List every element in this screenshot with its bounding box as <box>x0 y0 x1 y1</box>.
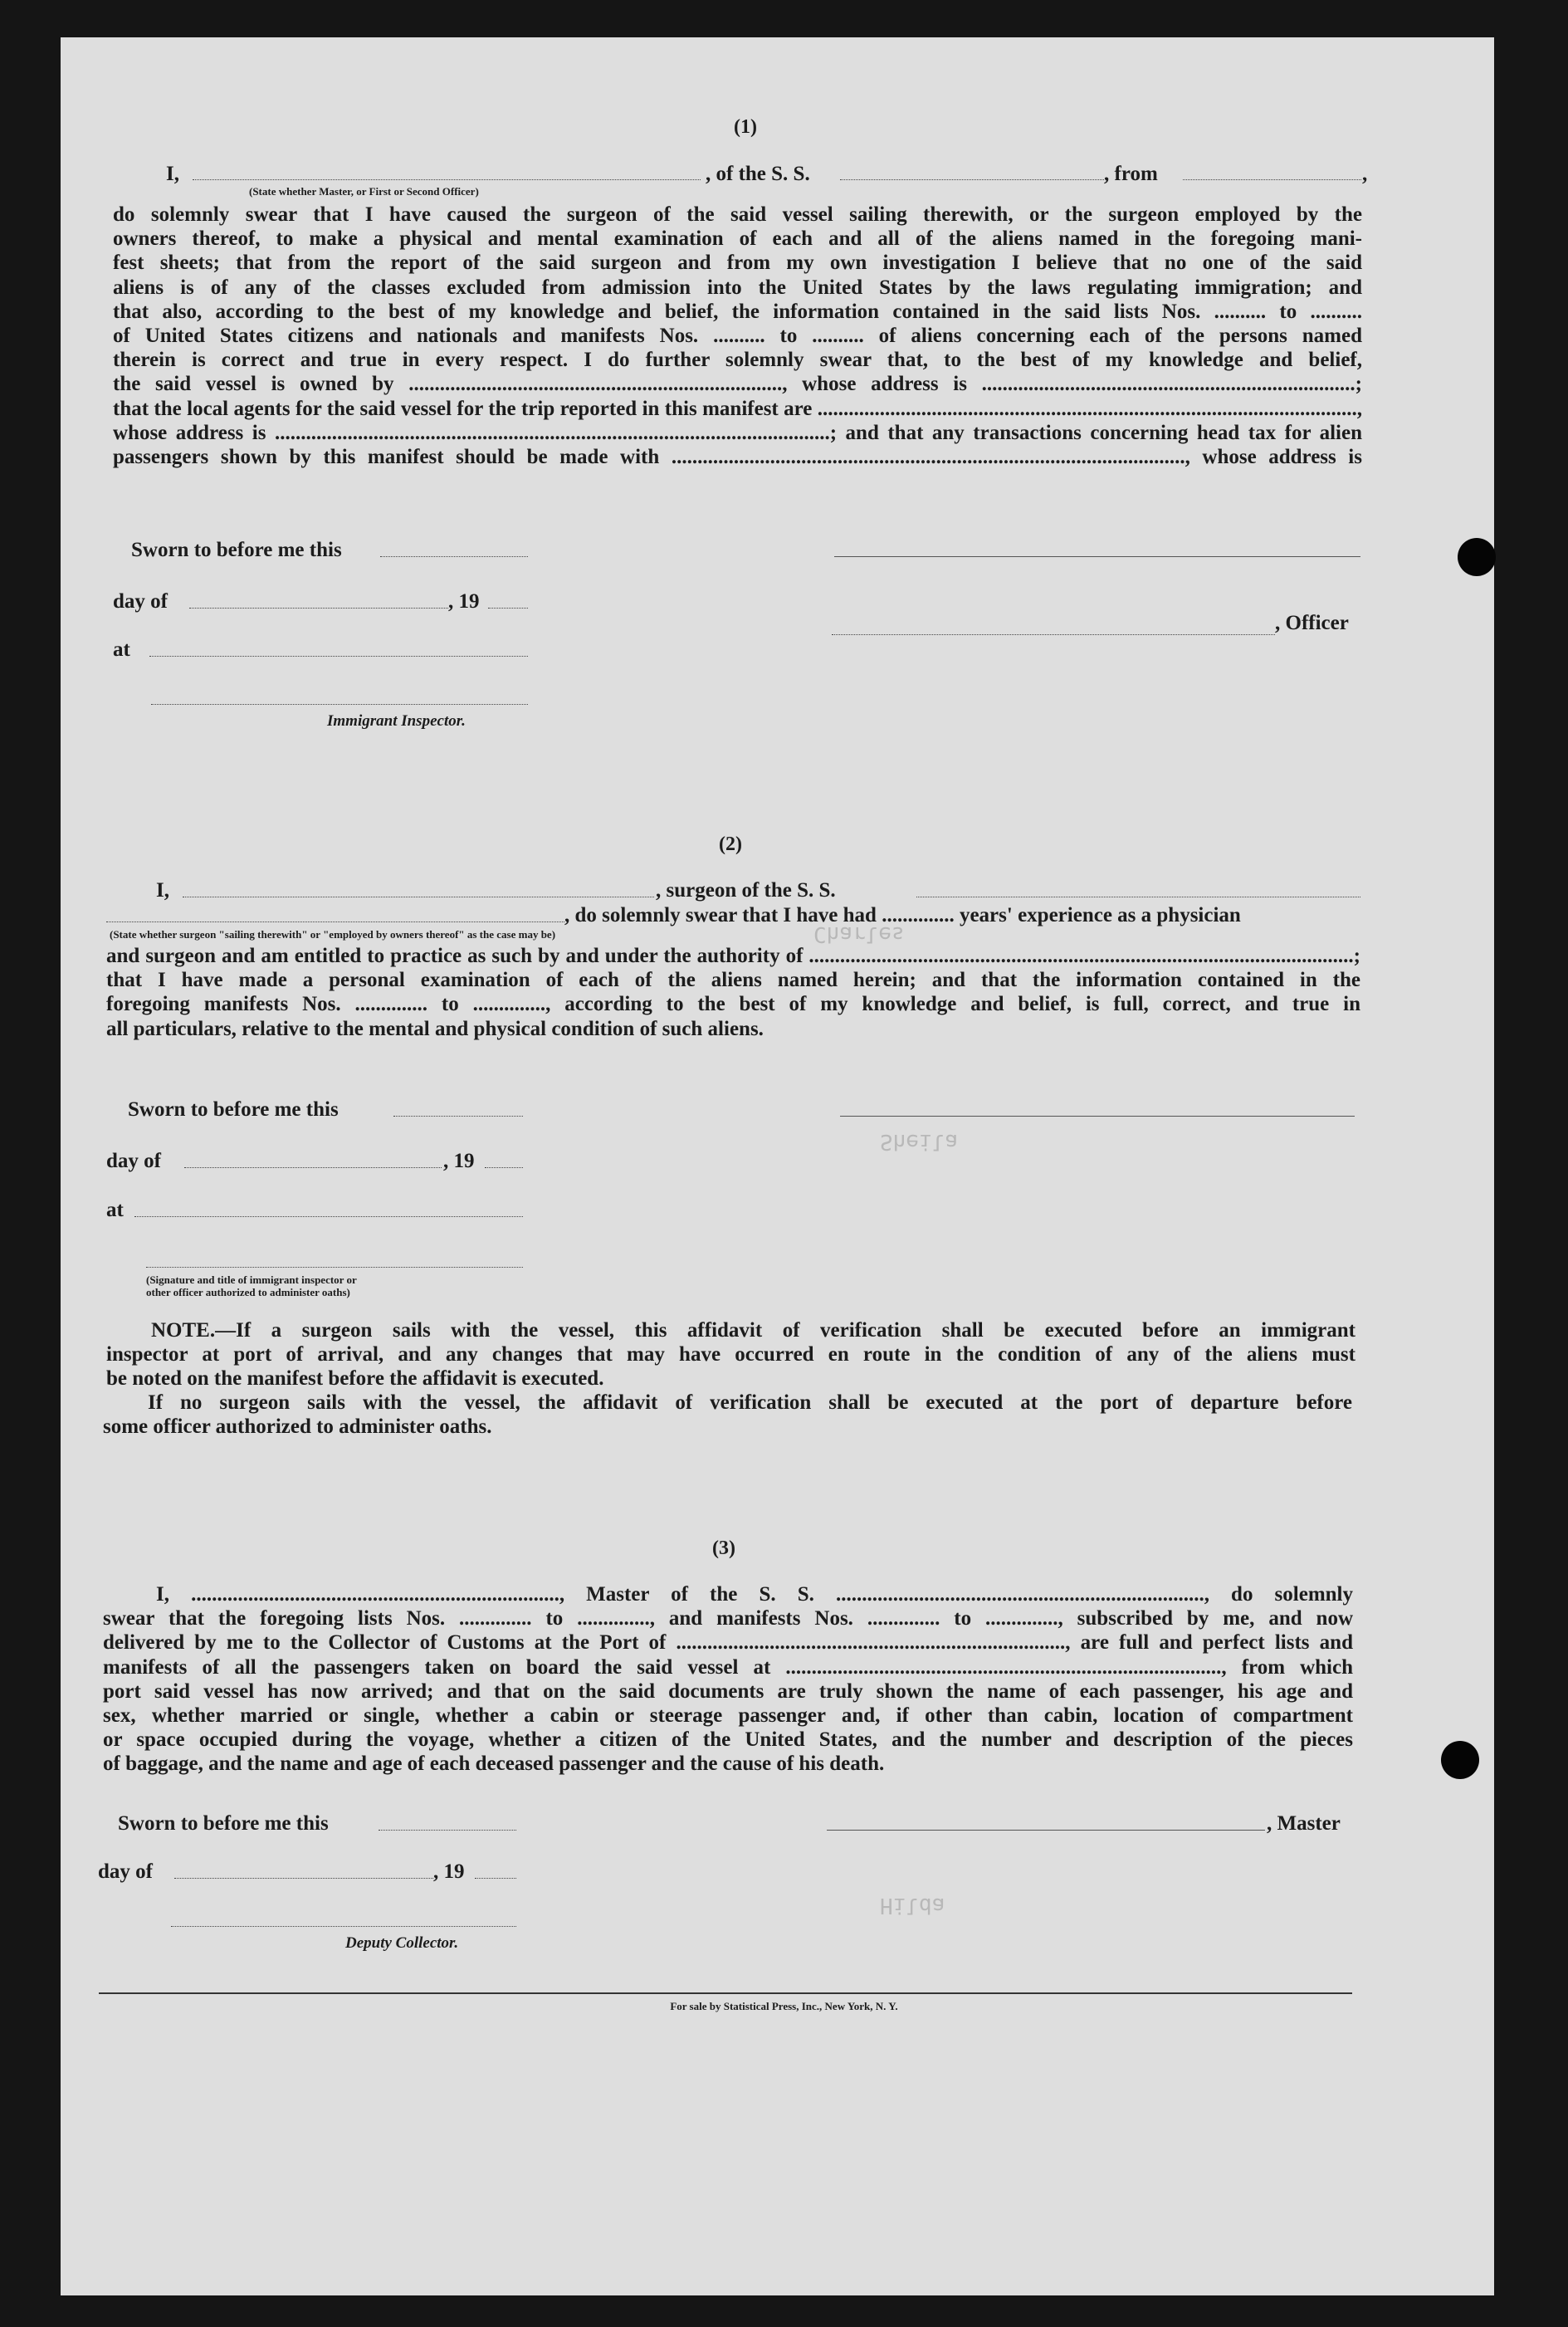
year-label: , 19 <box>443 1150 475 1172</box>
sworn-date-field[interactable] <box>393 1116 523 1117</box>
section-3-line: manifests of all the passengers taken on board the said vessel at ...................................................................................., from which <box>103 1655 1353 1679</box>
signature-note: other officer authorized to administer oaths) <box>146 1286 350 1298</box>
surgeon-note-paragraph <box>106 1318 1356 1391</box>
bleed-through-text: Sheila <box>880 1129 958 1154</box>
collector-label: Deputy Collector. <box>345 1934 459 1952</box>
section-1-line: that the local agents for the said vessel for the trip reported in this manifest are ........................................................................................................, <box>113 397 1362 420</box>
inspector-signature-field[interactable] <box>151 704 528 705</box>
inspector-label: Immigrant Inspector. <box>327 712 466 730</box>
day-of-field[interactable] <box>184 1167 442 1168</box>
section-1-line: therein is correct and true in every respect. I do further solemnly swear that, to the best of my knowledge and belief, <box>113 349 1362 372</box>
day-of-label: day of <box>113 590 168 613</box>
master-label: , Master <box>1267 1812 1341 1835</box>
note-line: If no surgeon sails with the vessel, the affidavit of verification shall be executed at the port of departure before <box>148 1391 1352 1414</box>
year-field[interactable] <box>488 608 528 609</box>
day-of-label: day of <box>98 1860 153 1883</box>
of-ss-label: , of the S. S. <box>706 163 810 185</box>
sworn-date-field[interactable] <box>380 556 528 557</box>
section-3-line: I, ......................................................................., Master of the S. S. ......................................................................., do solemnly <box>156 1583 1353 1606</box>
at-field[interactable] <box>134 1216 523 1217</box>
officer-label: , Officer <box>1275 612 1349 634</box>
note-line: NOTE.—If a surgeon sails with the vessel, this affidavit of verification shall be executed before an immigrant <box>151 1319 1356 1342</box>
section-2-line: all particulars, relative to the mental and physical condition of such aliens. <box>106 1017 764 1040</box>
section-3-line: or space occupied during the voyage, whether a citizen of the United States, and the number and description of the pieces <box>103 1728 1353 1752</box>
section-1-line: aliens is of any of the classes excluded from admission into the United States by the laws regulating immigration; and <box>113 276 1362 299</box>
year-field[interactable] <box>485 1167 523 1168</box>
section-2-line: that I have made a personal examination of each of the aliens named herein; and that the information contained in the <box>106 969 1360 992</box>
sworn-label: Sworn to before me this <box>118 1812 329 1835</box>
officer-signature-field[interactable] <box>832 634 1275 635</box>
section-2-line: foregoing manifests Nos. .............. to .............., according to the best of my knowledge and belief, is full, correct, and true in <box>106 993 1360 1016</box>
officer-note: (State whether Master, or First or Second Officer) <box>249 185 479 198</box>
at-label: at <box>106 1199 124 1221</box>
section-2-text <box>106 944 1360 1041</box>
no-surgeon-note-paragraph <box>103 1391 1352 1439</box>
section-3-line: swear that the foregoing lists Nos. .............. to .............., and manifests Nos. .............. to .............., subscribed by me, and now <box>103 1607 1353 1630</box>
at-field[interactable] <box>149 656 528 657</box>
master-signature-line[interactable] <box>827 1830 1265 1831</box>
bleed-through-text: Charles <box>813 922 905 946</box>
collector-signature-field[interactable] <box>171 1926 516 1927</box>
day-of-field[interactable] <box>174 1878 433 1879</box>
opening-i: I, <box>166 163 179 185</box>
year-label: , 19 <box>448 590 480 613</box>
sworn-label: Sworn to before me this <box>128 1098 339 1121</box>
signature-note: (Signature and title of immigrant inspector or <box>146 1273 357 1286</box>
punch-hole <box>1441 1741 1479 1779</box>
note-line: inspector at port of arrival, and any changes that may have occurred en route in the condition of any of the aliens must <box>106 1343 1356 1366</box>
section-3-text <box>103 1582 1353 1777</box>
surgeon-of-label: , surgeon of the S. S. <box>656 879 836 902</box>
printer-footer: For sale by Statistical Press, Inc., New York, N. Y. <box>670 2000 898 2012</box>
sworn-date-field[interactable] <box>379 1830 516 1831</box>
opening-i: I, <box>156 879 169 902</box>
year-label: , 19 <box>433 1860 465 1883</box>
section-number-1: (1) <box>734 116 757 138</box>
day-of-label: day of <box>106 1150 161 1172</box>
signature-line[interactable] <box>834 556 1360 557</box>
section-1-text <box>113 203 1362 469</box>
section-1-line: whose address is ...........................................................................................................; and that any transactions concerning head tax for alien <box>113 421 1362 444</box>
section-1-line: the said vessel is owned by ........................................................................, whose address is ........................................................................; <box>113 373 1362 396</box>
section-number-3: (3) <box>712 1537 735 1559</box>
section-1-line: do solemnly swear that I have caused the surgeon of the said vessel sailing therewith, or the surgeon employed by the <box>113 203 1362 226</box>
note-line: be noted on the manifest before the affidavit is executed. <box>106 1367 604 1390</box>
swear-line: , do solemnly swear that I have had .............. years' experience as a physician <box>564 904 1241 926</box>
punch-hole <box>1458 538 1496 576</box>
signature-line[interactable] <box>840 1116 1355 1117</box>
officer-title-field[interactable] <box>193 179 701 180</box>
section-3-line: delivered by me to the Collector of Customs at the Port of ..........................................................................., are full and perfect lists and <box>103 1631 1353 1655</box>
inspector-signature-field[interactable] <box>146 1267 523 1268</box>
section-3-line: port said vessel has now arrived; and that on the said documents are truly shown the name of each passenger, his age and <box>103 1679 1353 1703</box>
section-1-line: that also, according to the best of my knowledge and belief, the information contained in the said lists Nos. .......... to .......... <box>113 300 1362 323</box>
day-of-field[interactable] <box>189 608 448 609</box>
vessel-name-field[interactable] <box>840 179 1104 180</box>
section-1-line: of United States citizens and nationals and manifests Nos. .......... to .......... of aliens concerning each of the persons named <box>113 325 1362 348</box>
section-3-line: sex, whether married or single, whether a cabin or steerage passenger and, if other than cabin, location of compartment <box>103 1704 1353 1728</box>
footer-rule <box>99 1992 1352 1994</box>
section-1-line: fest sheets; that from the report of the said surgeon and from my own investigation I believe that no one of the said <box>113 252 1362 275</box>
bleed-through-text: Hilda <box>880 1893 945 1918</box>
from-label: , from <box>1104 163 1158 185</box>
surgeon-note: (State whether surgeon "sailing therewith" or "employed by owners thereof" as the case may be) <box>110 928 556 941</box>
at-label: at <box>113 638 130 661</box>
section-2-line: and surgeon and am entitled to practice as such by and under the authority of .........................................................................................................; <box>106 945 1360 967</box>
note-line: some officer authorized to administer oaths. <box>103 1415 492 1438</box>
comma: , <box>1362 163 1368 185</box>
section-3-line: of baggage, and the name and age of each deceased passenger and the cause of his death. <box>103 1753 885 1776</box>
from-port-field[interactable] <box>1183 179 1361 180</box>
year-field[interactable] <box>475 1878 516 1879</box>
section-1-line: passengers shown by this manifest should be made with ..................................................................................................., whose address is <box>113 446 1362 469</box>
sworn-label: Sworn to before me this <box>131 539 342 561</box>
section-number-2: (2) <box>719 834 742 855</box>
section-1-line: owners thereof, to make a physical and mental examination of each and all of the aliens named in the foregoing mani- <box>113 227 1362 251</box>
